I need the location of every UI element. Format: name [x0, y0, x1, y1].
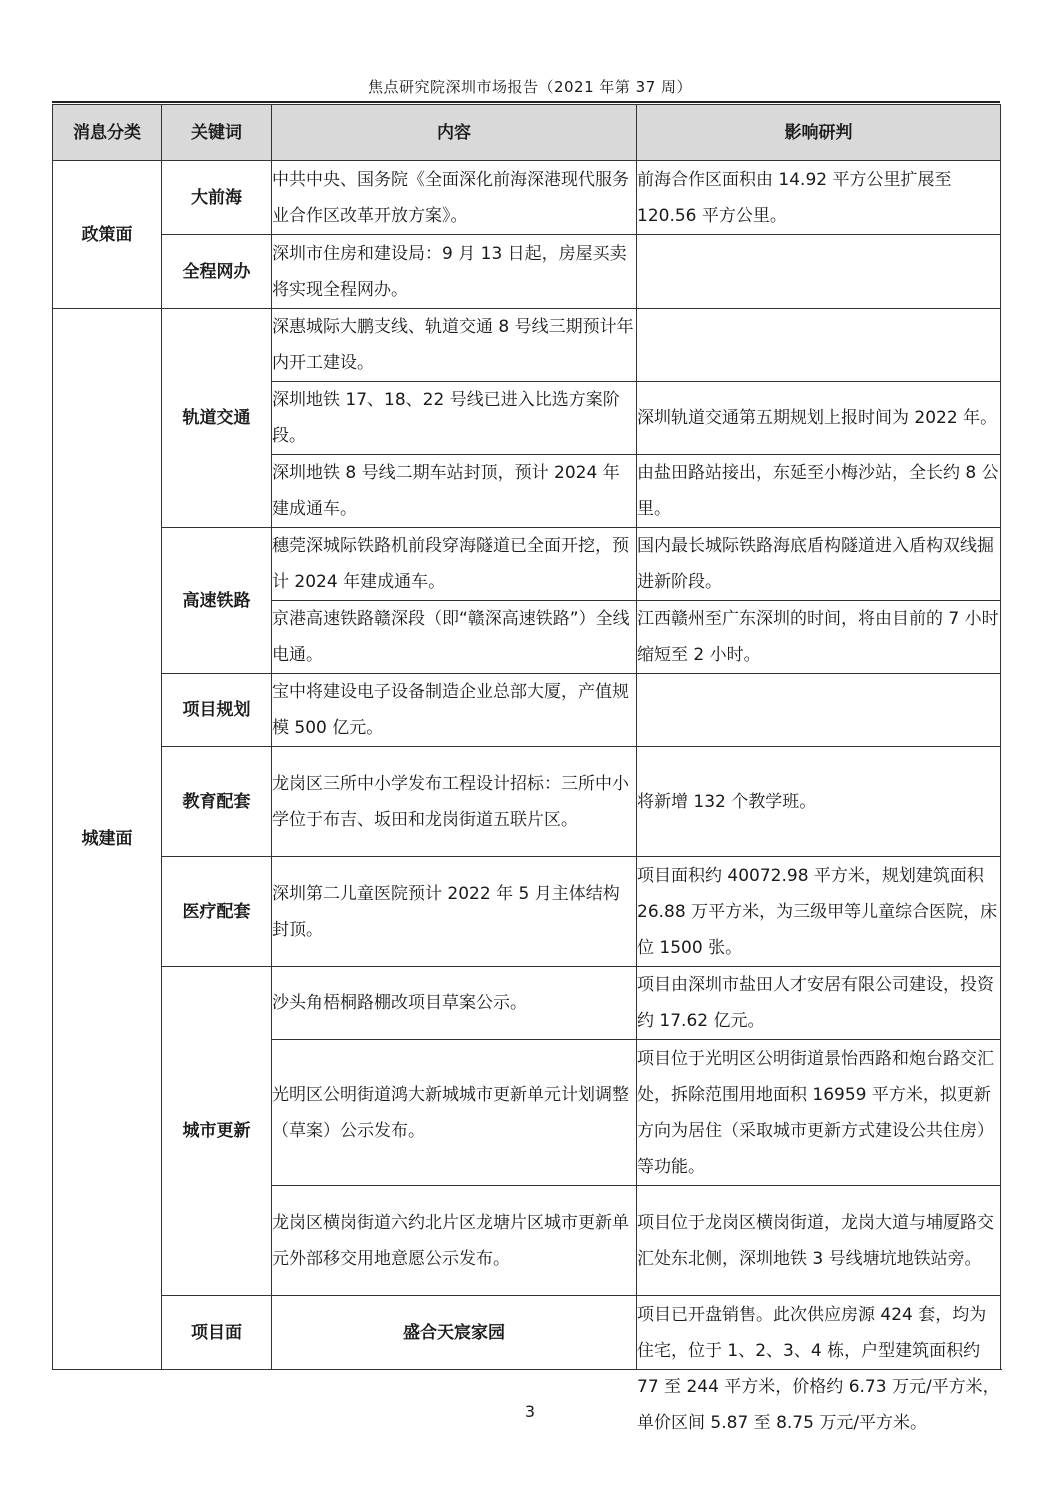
content-cell: 深圳地铁 8 号线二期车站封顶，预计 2024 年建成通车。 — [272, 455, 637, 528]
impact-cell — [637, 235, 1001, 309]
column-header-impact: 影响研判 — [637, 105, 1001, 161]
column-header-category: 消息分类 — [53, 105, 162, 161]
content-cell: 中共中央、国务院《全面深化前海深港现代服务业合作区改革开放方案》。 — [272, 161, 637, 235]
impact-cell: 江西赣州至广东深圳的时间，将由目前的 7 小时缩短至 2 小时。 — [637, 601, 1001, 674]
table-row — [53, 674, 1001, 747]
impact-cell: 项目面积约 40072.98 平方米，规划建筑面积 26.88 万平方米，为三级甲等儿童综合医院，床位 1500 张。 — [637, 857, 1001, 967]
table-row — [53, 161, 1001, 235]
content-cell: 深圳市住房和建设局：9 月 13 日起，房屋买卖将实现全程网办。 — [272, 235, 637, 309]
keyword-cell: 轨道交通 — [162, 309, 272, 528]
keyword-cell: 全程网办 — [162, 235, 272, 309]
impact-cell: 将新增 132 个教学班。 — [637, 747, 1001, 857]
impact-cell: 国内最长城际铁路海底盾构隧道进入盾构双线掘进新阶段。 — [637, 528, 1001, 601]
content-cell: 龙岗区横岗街道六约北片区龙塘片区城市更新单元外部移交用地意愿公示发布。 — [272, 1186, 637, 1296]
keyword-cell: 城市更新 — [162, 967, 272, 1296]
content-cell: 深圳第二儿童医院预计 2022 年 5 月主体结构封顶。 — [272, 857, 637, 967]
table-row — [53, 528, 1001, 601]
header-divider — [52, 101, 1000, 103]
content-cell: 龙岗区三所中小学发布工程设计招标：三所中小学位于布吉、坂田和龙岗街道五联片区。 — [272, 747, 637, 857]
keyword-cell: 大前海 — [162, 161, 272, 235]
table-row — [53, 747, 1001, 857]
keyword-cell: 盛合天宸家园 — [272, 1296, 637, 1370]
content-cell: 光明区公明街道鸿大新城城市更新单元计划调整（草案）公示发布。 — [272, 1040, 637, 1186]
content-cell: 京港高速铁路赣深段（即“赣深高速铁路”）全线电通。 — [272, 601, 637, 674]
column-header-keyword: 关键词 — [162, 105, 272, 161]
table-row — [53, 235, 1001, 309]
page-number: 3 — [524, 1402, 536, 1421]
content-cell: 深惠城际大鹏支线、轨道交通 8 号线三期预计年内开工建设。 — [272, 309, 637, 382]
keyword-cell: 医疗配套 — [162, 857, 272, 967]
impact-cell — [637, 309, 1001, 382]
impact-cell: 深圳轨道交通第五期规划上报时间为 2022 年。 — [637, 382, 1001, 455]
impact-cell: 由盐田路站接出，东延至小梅沙站，全长约 8 公里。 — [637, 455, 1001, 528]
column-header-content: 内容 — [272, 105, 637, 161]
category-cell-construction: 城建面 — [53, 309, 162, 1370]
table-row — [53, 967, 1001, 1040]
page-header-title: 焦点研究院深圳市场报告（2021 年第 37 周） — [367, 78, 693, 96]
table-row — [53, 1296, 1001, 1370]
content-cell: 深圳地铁 17、18、22 号线已进入比选方案阶段。 — [272, 382, 637, 455]
content-cell: 穗莞深城际铁路机前段穿海隧道已全面开挖，预计 2024 年建成通车。 — [272, 528, 637, 601]
report-table — [52, 104, 1001, 1433]
impact-cell — [637, 674, 1001, 747]
table-row — [53, 309, 1001, 382]
keyword-cell: 教育配套 — [162, 747, 272, 857]
category-cell-project: 项目面 — [162, 1296, 272, 1370]
content-cell: 沙头角梧桐路棚改项目草案公示。 — [272, 967, 637, 1040]
content-text: 项目已开盘销售。此次供应房源 424 套，均为住宅，位于 1、2、3、4 栋，户型建筑面积约 77 至 244 平方米，价格约 6.73 万元/平方米，单价区间 5.87 至 8.75 万元/平方米。 — [637, 1304, 1000, 1433]
impact-cell: 项目位于光明区公明街道景怡西路和炮台路交汇处，拆除范围用地面积 16959 平方米，拟更新方向为居住（采取城市更新方式建设公共住房）等功能。 — [637, 1040, 1001, 1186]
impact-cell: 前海合作区面积由 14.92 平方公里扩展至 120.56 平方公里。 — [637, 161, 1001, 235]
table-row — [53, 857, 1001, 967]
keyword-cell: 高速铁路 — [162, 528, 272, 674]
keyword-cell: 项目规划 — [162, 674, 272, 747]
impact-cell: 项目位于龙岗区横岗街道，龙岗大道与埔厦路交汇处东北侧，深圳地铁 3 号线塘坑地铁站旁。 — [637, 1186, 1001, 1296]
table-header-row — [53, 105, 1001, 161]
content-cell-wide — [637, 1296, 1001, 1433]
category-cell-policy: 政策面 — [53, 161, 162, 309]
impact-cell: 项目由深圳市盐田人才安居有限公司建设，投资约 17.62 亿元。 — [637, 967, 1001, 1040]
content-cell: 宝中将建设电子设备制造企业总部大厦，产值规模 500 亿元。 — [272, 674, 637, 747]
